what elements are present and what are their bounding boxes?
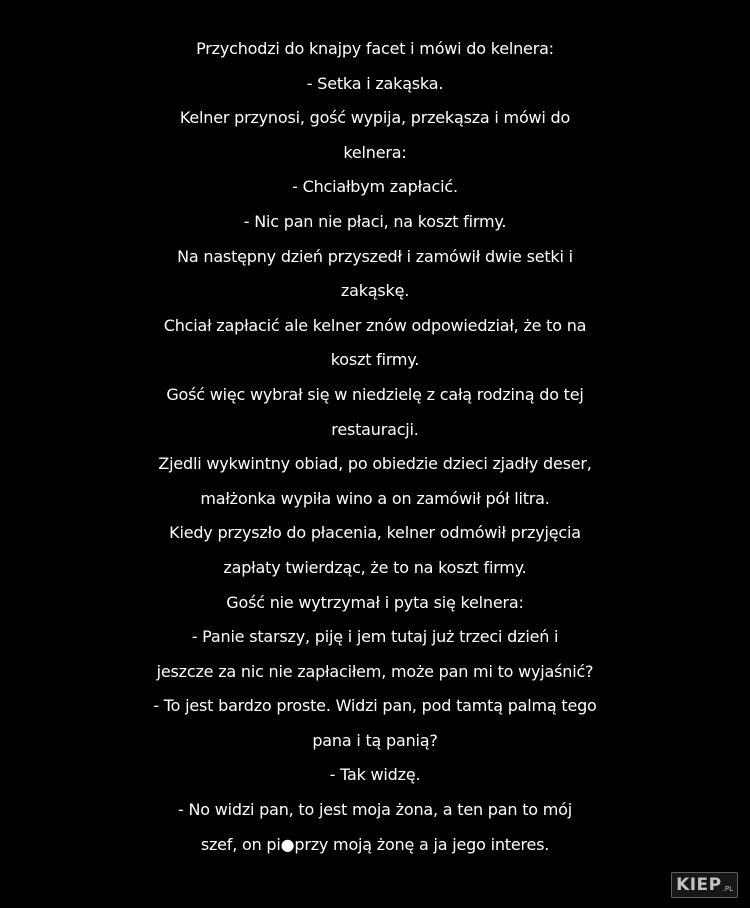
joke-line: Gość nie wytrzymał i pyta się kelnera: [226,592,524,612]
joke-line: Gość więc wybrał się w niedzielę z całą rodziną do tej [166,384,584,404]
joke-line: Na następny dzień przyszedł i zamówił dwie setki i [177,246,573,266]
watermark-suffix: .PL [722,885,733,893]
joke-line: - To jest bardzo proste. Widzi pan, pod tamtą palmą tego [153,696,597,716]
joke-line: pana i tą panią? [312,730,438,750]
joke-line: restauracji. [331,419,419,439]
joke-line: jeszcze za nic nie zapłaciłem, może pan mi to wyjaśnić? [156,661,594,681]
joke-line: koszt firmy. [330,350,420,370]
joke-line: Przychodzi do knajpy facet i mówi do kelnera: [196,39,554,58]
kiep-watermark-logo [671,872,738,898]
joke-line: Chciał zapłacić ale kelner znów odpowiedział, że to na [163,315,587,335]
joke-line: Zjedli wykwintny obiad, po obiedzie dzieci zjadły deser, [158,454,592,474]
joke-line: Kiedy przyszło do płacenia, kelner odmówił przyjęcia [169,523,581,543]
joke-line: - Chciałbym zapłacić. [292,177,458,197]
joke-line: - Tak widzę. [329,765,421,785]
joke-line: szef, on pi●przy moją żonę a ja jego interes. [200,834,550,854]
joke-line: kelnera: [343,142,407,162]
watermark-brand: KIEP [676,875,722,895]
joke-line: zakąskę. [340,281,410,301]
joke-line: - Setka i zakąska. [306,73,444,93]
joke-line: zapłaty twierdząc, że to na koszt firmy. [223,557,527,577]
joke-line: - Nic pan nie płaci, na koszt firmy. [243,211,507,231]
joke-text [0,32,750,862]
joke-line: - Panie starszy, piję i jem tutaj już trzeci dzień i [191,627,559,647]
joke-line: Kelner przynosi, gość wypija, przekąsza i mówi do [179,108,571,128]
joke-line: małżonka wypiła wino a on zamówił pół litra. [200,488,550,508]
joke-line: - No widzi pan, to jest moja żona, a ten pan to mój [178,800,572,820]
